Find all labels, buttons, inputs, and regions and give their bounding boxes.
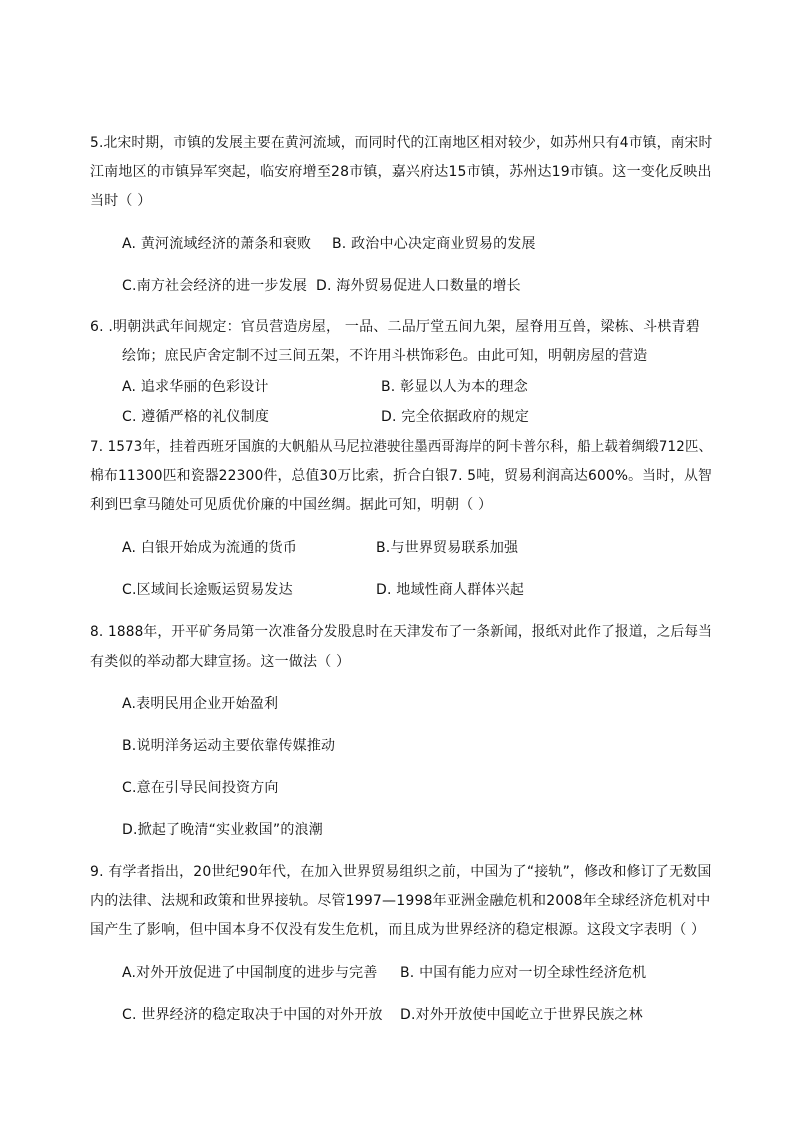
question-5-option-c: C.南方社会经济的进一步发展 xyxy=(122,278,308,294)
question-9-option-d: D.对外开放使中国屹立于世界民族之林 xyxy=(400,1007,643,1023)
question-7-stem-line-3: 利到巴拿马随处可见质优价廉的中国丝绸。据此可知，明朝（ ） xyxy=(90,497,493,513)
question-7-option-a: A. 白银开始成为流通的货币 xyxy=(122,540,298,556)
question-7-option-d: D. 地域性商人群体兴起 xyxy=(376,582,525,598)
question-7-stem-line-2: 棉布11300匹和瓷器22300件，总值30万比索，折合白银7. 5吨，贸易利润高达600%。当时，从智 xyxy=(90,468,713,484)
question-8-option-c: C.意在引导民间投资方向 xyxy=(122,780,279,796)
question-6-option-d: D. 完全依据政府的规定 xyxy=(381,409,530,425)
question-6-option-a: A. 追求华丽的色彩设计 xyxy=(122,379,269,395)
question-6-stem-line-2: 绘饰；庶民庐舍定制不过三间五架，不许用斗栱饰彩色。由此可知，明朝房屋的营造 xyxy=(122,348,648,364)
question-5-stem-line-2: 江南地区的市镇异军突起，临安府增至28市镇，嘉兴府达15市镇，苏州达19市镇。这一变化反映出 xyxy=(90,164,712,180)
question-8-option-b: B.说明洋务运动主要依靠传媒推动 xyxy=(122,738,336,754)
question-5-stem-line-1: 5.北宋时期，市镇的发展主要在黄河流域，而同时代的江南地区相对较少，如苏州只有4市镇，南宋时 xyxy=(90,135,713,151)
question-9-stem-line-3: 国产生了影响，但中国本身不仅没有发生危机，而且成为世界经济的稳定根源。这段文字表明（ ） xyxy=(90,922,706,938)
question-9-option-c: C. 世界经济的稳定取决于中国的对外开放 xyxy=(122,1007,383,1023)
question-8-option-d: D.掀起了晚清“实业救国”的浪潮 xyxy=(122,822,323,838)
question-9-stem-line-1: 9. 有学者指出，20世纪90年代，在加入世界贸易组织之前，中国为了“接轨”，修改和修订了无数国 xyxy=(90,864,712,880)
question-5-option-a: A. 黄河流域经济的萧条和衰败 xyxy=(122,236,312,252)
question-5-option-b: B. 政治中心决定商业贸易的发展 xyxy=(332,236,536,252)
question-8-option-a: A.表明民用企业开始盈利 xyxy=(122,696,279,712)
question-8-stem-line-1: 8. 1888年，开平矿务局第一次准备分发股息时在天津发布了一条新闻，报纸对此作了报道，之后每当 xyxy=(90,624,713,640)
question-9-option-b: B. 中国有能力应对一切全球性经济危机 xyxy=(400,965,647,981)
question-7-stem-line-1: 7. 1573年，挂着西班牙国旗的大帆船从马尼拉港驶往墨西哥海岸的阿卡普尔科，船上载着绸缎712匹、 xyxy=(90,439,713,455)
question-6-stem-line-1: 6. .明朝洪武年间规定：官员营造房屋， 一品、二品厅堂五间九架，屋脊用互兽，梁栋、斗栱青碧 xyxy=(90,319,700,335)
question-5-option-d: D. 海外贸易促进人口数量的增长 xyxy=(316,278,521,294)
question-8-stem-line-2: 有类似的举动都大肆宣扬。这一做法（ ） xyxy=(90,654,351,670)
question-7-option-b: B.与世界贸易联系加强 xyxy=(376,540,519,556)
question-9-stem-line-2: 内的法律、法规和政策和世界接轨。尽管1997—1998年亚洲金融危机和2008年全球经济危机对中 xyxy=(90,893,711,909)
question-5-stem-line-3: 当时（ ） xyxy=(90,193,152,209)
question-6-option-b: B. 彰显以人为本的理念 xyxy=(381,379,528,395)
question-7-option-c: C.区域间长途贩运贸易发达 xyxy=(122,582,293,598)
question-9-option-a: A.对外开放促进了中国制度的进步与完善 xyxy=(122,965,378,981)
question-6-option-c: C. 遵循严格的礼仪制度 xyxy=(122,409,270,425)
